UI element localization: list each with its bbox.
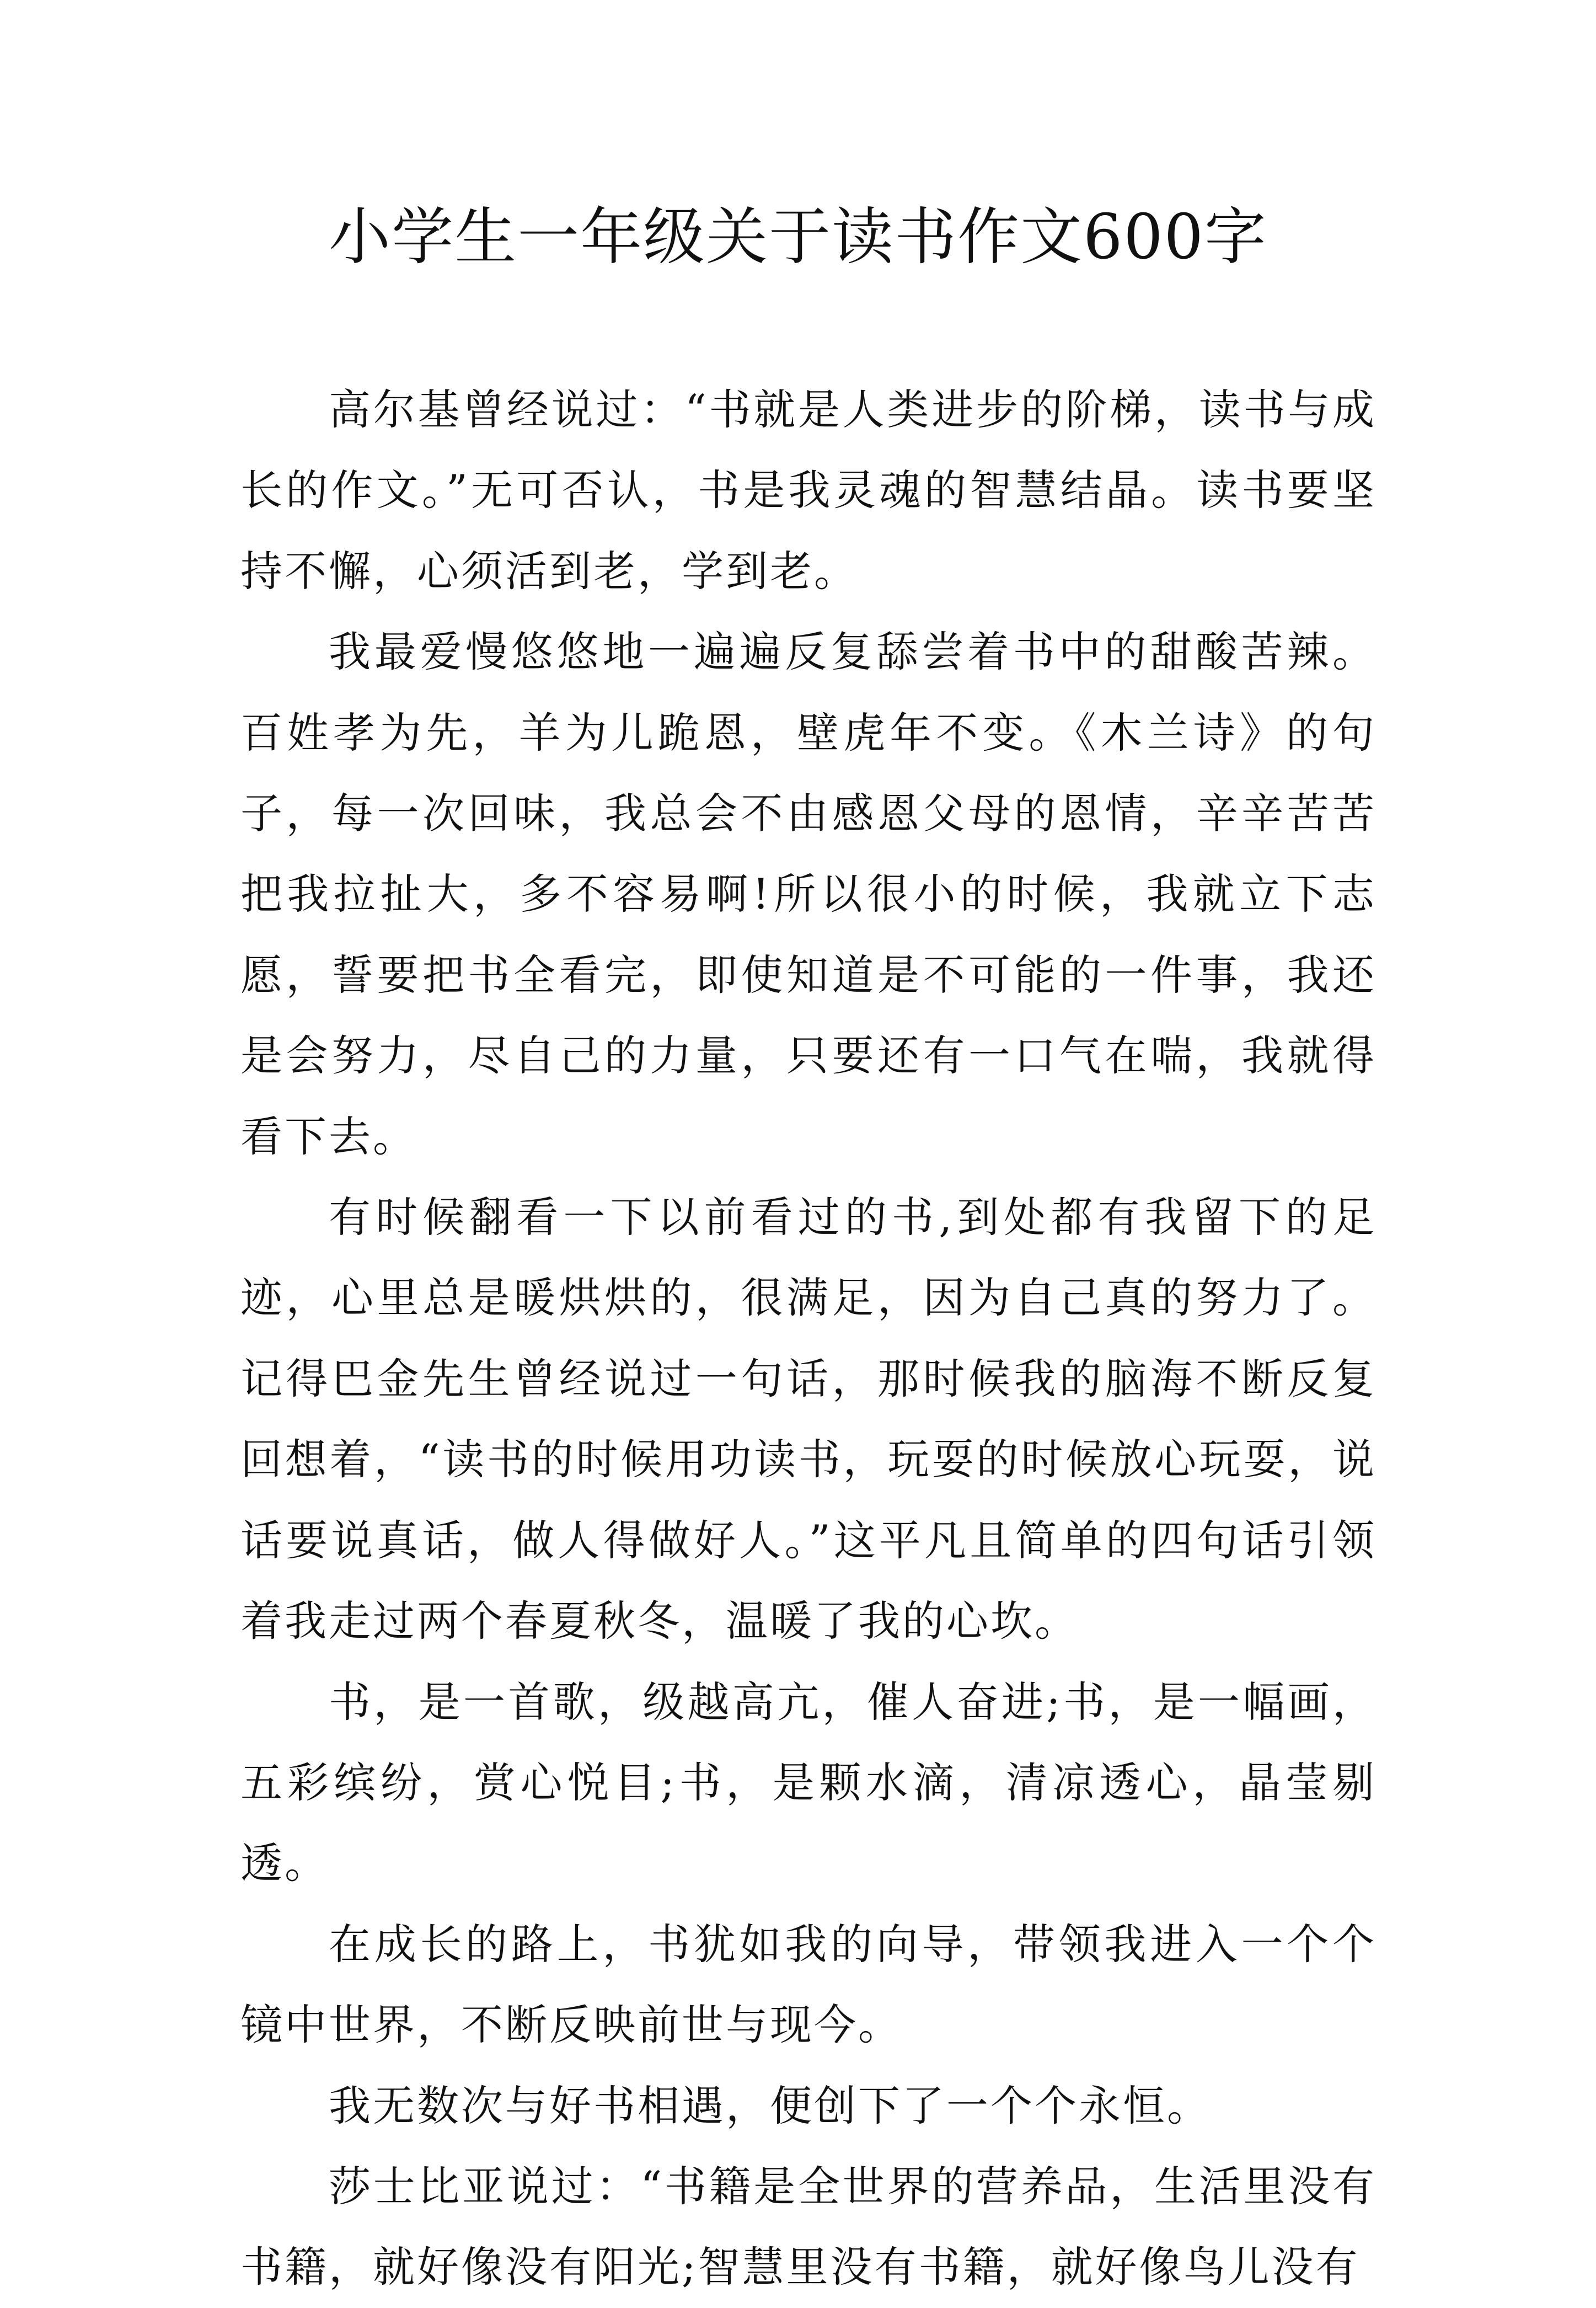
document-body [240,370,1377,2308]
paragraph-6: 我无数次与好书相遇，便创下了一个个永恒。 [329,2081,1211,2130]
paragraph-2: 我最爱慢悠悠地一遍遍反复舔尝着书中的甜酸苦辣。百姓孝为先，羊为儿跪恩，壁虎年不变。《木兰诗》的句子，每一次回味，我总会不由感恩父母的恩情，辛辛苦苦把我拉扯大，多不容易啊!所以很小的时候，我就立下志愿，誓要把书全看完，即使知道是不可能的一件事，我还是会努力，尽自己的力量，只要还有一口气在喘，我就得看下去。 [240,627,1377,1161]
paragraph-3: 有时候翻看一下以前看过的书,到处都有我留下的足迹，心里总是暖烘烘的，很满足，因为自己真的努力了。记得巴金先生曾经说过一句话，那时候我的脑海不断反复回想着，“读书的时候用功读书，玩耍的时候放心玩耍，说话要说真话，做人得做好人。”这平凡且简单的四句话引领着我走过两个春夏秋冬，温暖了我的心坎。 [240,1193,1377,1646]
paragraph-7: 莎士比亚说过：“书籍是全世界的营养品，生活里没有书籍，就好像没有阳光;智慧里没有书籍，就好像鸟儿没有 [240,2161,1377,2292]
paragraph-5: 在成长的路上，书犹如我的向导，带领我进入一个个镜中世界，不断反映前世与现今。 [240,1919,1377,2050]
paragraph-1: 高尔基曾经说过：“书就是人类进步的阶梯，读书与成长的作文。”无可否认，书是我灵魂的智慧结晶。读书要坚持不懈，心须活到老，学到老。 [240,385,1377,596]
document-title: 小学生一年级关于读书作文600字 [329,201,1267,273]
paragraph-4: 书，是一首歌，级越高亢，催人奋进;书，是一幅画，五彩缤纷，赏心悦目;书，是颗水滴，清凉透心，晶莹剔透。 [240,1677,1377,1888]
